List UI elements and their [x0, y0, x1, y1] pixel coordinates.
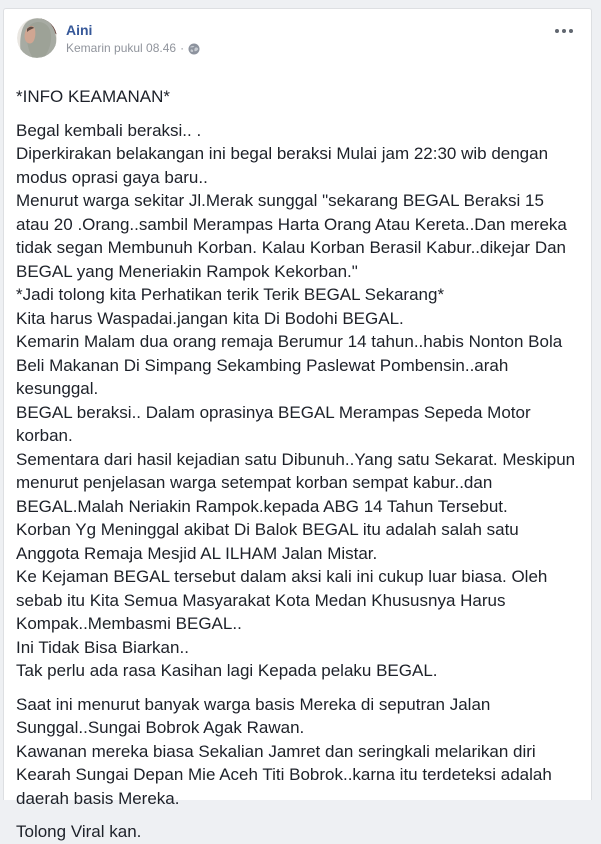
author-name-link[interactable]: Aini: [66, 22, 93, 38]
meta-separator: ·: [180, 41, 185, 55]
post-paragraph: Saat ini menurut banyak warga basis Mereka di seputran Jalan Sunggal..Sungai Bobrok Agak Rawan. Kawanan mereka biasa Sekalian Jamret dan seringkali melarikan diri Kearah Sungai Depan Mie Aceh Titi Bobrok..karna itu terdeteksi adalah daerah basis Mereka.: [16, 694, 552, 808]
ellipsis-icon: [555, 29, 573, 33]
globe-icon: [188, 43, 200, 55]
post-paragraph: Tolong Viral kan.: [16, 822, 142, 841]
timestamp-link[interactable]: Kemarin pukul 08.46: [66, 41, 177, 55]
post-content: [4, 85, 591, 844]
facebook-post-card: [3, 8, 592, 841]
header-text: [66, 19, 579, 57]
avatar[interactable]: [17, 18, 57, 58]
post-paragraph: Begal kembali beraksi.. . Diperkirakan belakangan ini begal beraksi Mulai jam 22:30 wib dengan modus oprasi gaya baru.. Menurut warga sekitar Jl.Merak sunggal "sekarang BEGAL Beraksi 15 atau 20 .Orang..sambil Merampas Harta Orang Atau Kereta..Dan mereka tidak segan Membunuh Korban. Kalau Korban Berasil Kabur..dikejar Dan BEGAL yang Meneriakin Rampok Kekorban." *Jadi tolong kita Perhatikan terik Terik BEGAL Sekarang* Kita harus Waspadai.jangan kita Di Bodohi BEGAL. Kemarin Malam dua orang remaja Berumur 14 tahun..habis Nonton Bola Beli Makanan Di Simpang Sekambing Paslewat Pombensin..arah kesunggal. BEGAL beraksi.. Dalam oprasinya BEGAL Merampas Sepeda Motor korban. Sementara dari hasil kejadian satu Dibunuh..Yang satu Sekarat. Meskipun menurut penjelasan warga setempat korban sempat kabur..dan BEGAL.Malah Neriakin Rampok.kepada ABG 14 Tahun Tersebut. Korban Yg Meninggal akibat Di Balok BEGAL itu adalah salah satu Anggota Remaja Mesjid AL ILHAM Jalan Mistar. Ke Kejaman BEGAL tersebut dalam aksi kali ini cukup luar biasa. Oleh sebab itu Kita Semua Masyarakat Kota Medan Khususnya Harus Kompak..Membasmi BEGAL.. Ini Tidak Bisa Biarkan.. Tak perlu ada rasa Kasihan lagi Kepada pelaku BEGAL.: [16, 120, 576, 680]
post-options-button[interactable]: [553, 23, 575, 39]
profile-photo-icon: [17, 45, 57, 58]
post-meta: [66, 40, 579, 57]
post-header: [4, 9, 591, 71]
post-paragraph: *INFO KEAMANAN*: [16, 87, 170, 106]
